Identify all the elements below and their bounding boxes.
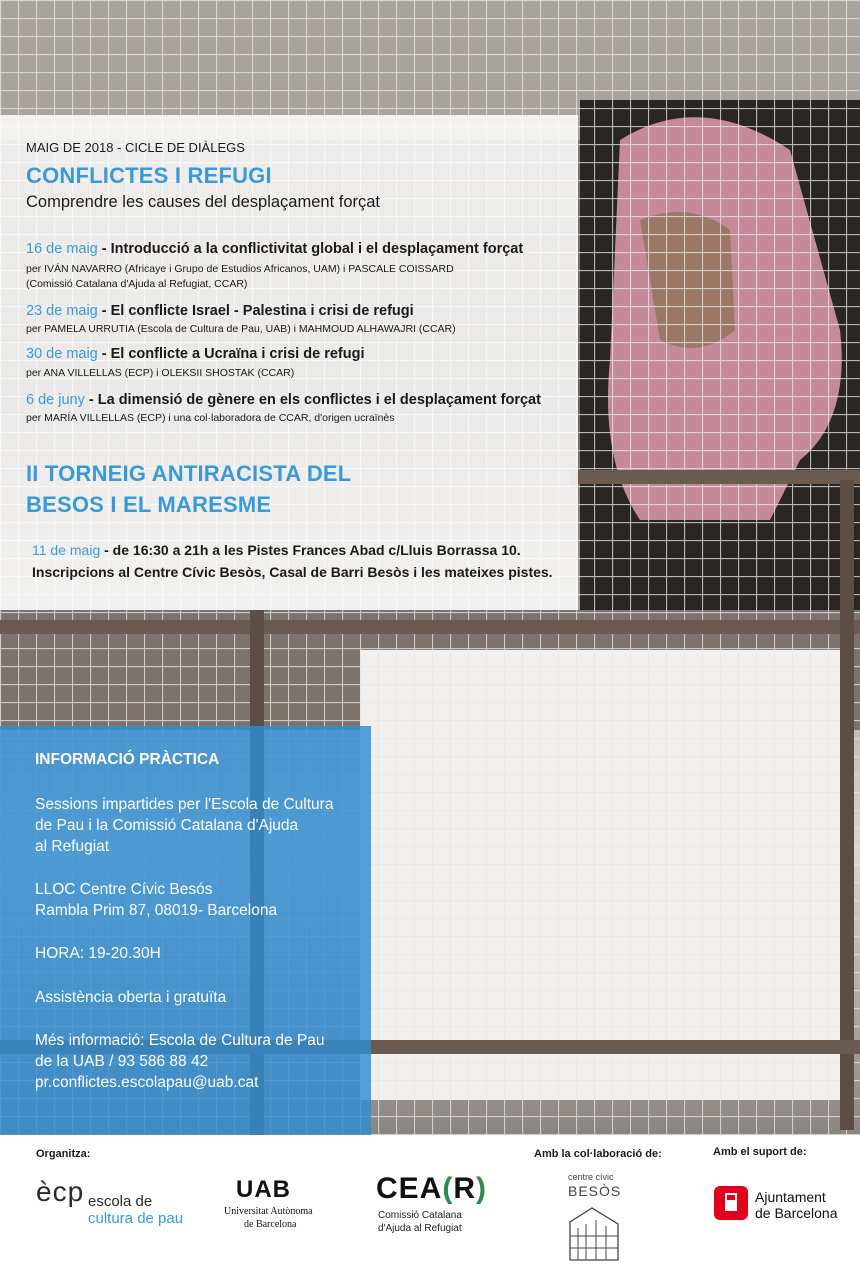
page-subtitle: Comprendre les causes del desplaçament forçat — [26, 193, 381, 211]
event-eyebrow: MAIG DE 2018 - CICLE DE DIÀLEGS — [26, 140, 245, 155]
info-more-line1: Més informació: Escola de Cultura de Pau — [35, 1032, 325, 1049]
besos-logo-line1: centre cívic — [568, 1172, 614, 1182]
tournament-registration: Inscripcions al Centre Cívic Besòs, Casal de Barri Besòs i les mateixes pistes. — [32, 564, 553, 580]
info-access: Assistència oberta i gratuïta — [35, 989, 227, 1006]
uab-logo-mark: UAB — [236, 1176, 291, 1203]
besos-logo-line2: BESÒS — [568, 1183, 622, 1199]
session-2-speakers: per PAMELA URRUTIA (Escola de Cultura de Pau, UAB) i MAHMOUD ALHAWAJRI (CCAR) — [26, 323, 456, 335]
session-1-title — [26, 241, 523, 257]
organizer-label: Organitza: — [36, 1148, 91, 1160]
ajuntament-line2: de Barcelona — [755, 1205, 838, 1221]
session-3-speakers: per ANA VILLELLAS (ECP) i OLEKSII SHOSTAK (CCAR) — [26, 367, 295, 379]
tournament-details — [32, 542, 521, 558]
tournament-title-line1: II TORNEIG ANTIRACISTA DEL — [26, 461, 352, 486]
cear-logo-mark: CEA(R) — [376, 1172, 488, 1205]
tournament-schedule: - de 16:30 a 21h a les Pistes Frances Abad c/Lluis Borrassa 10. — [100, 542, 521, 558]
session-3-title — [26, 346, 364, 362]
session-topic: - Introducció a la conflictivitat global i el desplaçament forçat — [97, 241, 524, 257]
ajuntament-logo[interactable] — [713, 1185, 853, 1225]
tournament-date: 11 de maig — [32, 542, 101, 558]
tournament-title-line2: BESOS I EL MARESME — [26, 492, 272, 517]
session-date: 23 de maig — [26, 303, 98, 319]
session-topic: - El conflicte Israel - Palestina i crisi de refugi — [97, 303, 414, 319]
session-topic: - El conflicte a Ucraïna i crisi de refugi — [97, 346, 365, 362]
session-4-title — [26, 392, 541, 408]
session-4-speakers: per MARÍA VILLELLAS (ECP) i una col·laboradora de CCAR, d'origen ucraïnès — [26, 412, 395, 424]
cear-logo[interactable] — [376, 1172, 496, 1234]
program-panel — [0, 115, 578, 610]
session-topic: - La dimensió de gènere en els conflictes i el desplaçament forçat — [84, 392, 541, 408]
uab-logo-line1: Universitat Autònoma — [224, 1206, 313, 1217]
info-place-line2: Rambla Prim 87, 08019- Barcelona — [35, 902, 278, 919]
session-1-speakers: per IVÁN NAVARRO (Africaye i Grupo de Estudios Africanos, UAM) i PASCALE COISSARD — [26, 263, 454, 275]
info-sessions-line1: Sessions impartides per l'Escola de Cultura — [35, 796, 334, 813]
session-2-title — [26, 303, 414, 319]
session-date: 6 de juny — [26, 392, 85, 408]
page-title: CONFLICTES I REFUGI — [26, 163, 272, 188]
cear-logo-line2: d'Ajuda al Refugiat — [378, 1223, 462, 1234]
session-1-speakers-2: (Comissió Catalana d'Ajuda al Refugiat, CCAR) — [26, 278, 248, 290]
ecp-logo-line1: escola de — [88, 1193, 153, 1210]
collaboration-label: Amb la col·laboració de: — [534, 1148, 662, 1160]
building-icon — [562, 1202, 628, 1264]
session-date: 30 de maig — [26, 346, 98, 362]
info-place-line1: LLOC Centre Cívic Besós — [35, 881, 213, 898]
info-sessions-line2: de Pau i la Comissió Catalana d'Ajuda — [35, 817, 299, 834]
barcelona-shield-icon — [713, 1185, 749, 1221]
info-more-line2: de la UAB / 93 586 88 42 — [35, 1053, 209, 1070]
support-label: Amb el suport de: — [713, 1146, 807, 1158]
info-hour: HORA: 19-20.30H — [35, 945, 161, 962]
uab-logo[interactable] — [220, 1176, 330, 1231]
ecp-logo-line2: cultura de pau — [88, 1210, 184, 1227]
info-email-link[interactable]: pr.conflictes.escolapau@uab.cat — [35, 1074, 259, 1091]
uab-logo-line2: de Barcelona — [244, 1219, 297, 1230]
info-heading: INFORMACIÓ PRÀCTICA — [35, 751, 220, 768]
ecp-logo-mark: ècp — [36, 1176, 85, 1207]
session-date: 16 de maig — [26, 241, 98, 257]
info-sessions-line3: al Refugiat — [35, 838, 110, 855]
ecp-logo[interactable] — [36, 1176, 196, 1226]
ajuntament-line1: Ajuntament — [755, 1189, 826, 1205]
besos-logo[interactable] — [562, 1172, 628, 1264]
cear-logo-line1: Comissió Catalana — [378, 1210, 462, 1221]
